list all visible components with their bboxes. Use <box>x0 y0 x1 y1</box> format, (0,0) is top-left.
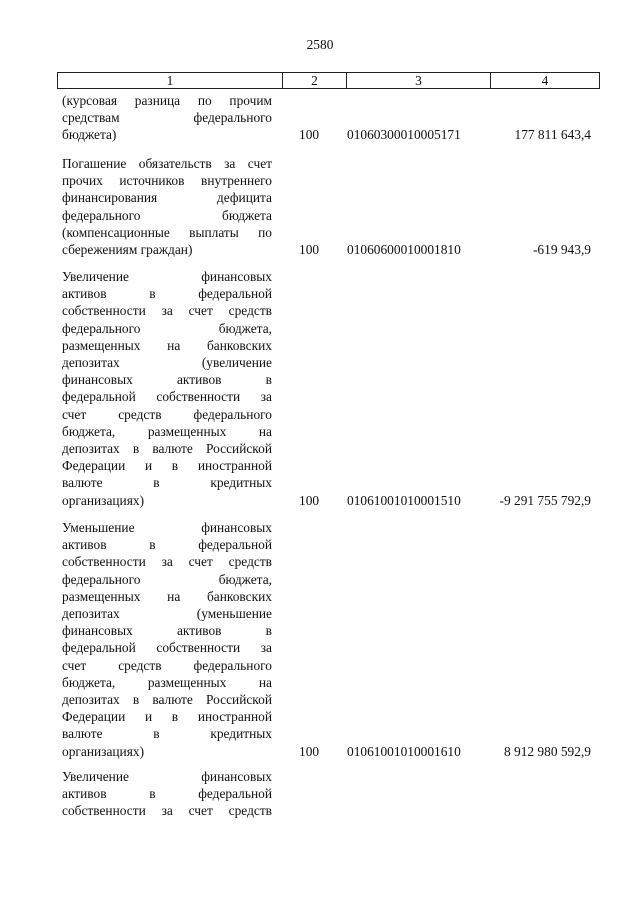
row-code: 100 <box>299 242 320 257</box>
description-line: валюте в кредитных <box>62 475 272 491</box>
description-line: федерального бюджета <box>62 207 272 223</box>
description-line: активов в федеральной <box>62 286 272 302</box>
description-line: бюджета, размещенных на <box>62 423 272 439</box>
description-line: счет средств федерального <box>62 657 272 673</box>
description-line: Федерации и в иностранной <box>62 709 272 725</box>
header-col-4: 4 <box>490 73 599 88</box>
description-line: депозитах (увеличение <box>62 355 272 371</box>
row-description <box>62 268 272 509</box>
header-col-2: 2 <box>282 73 346 88</box>
row-kbk: 01060600010001810 <box>347 242 461 257</box>
row-code: 100 <box>299 127 320 143</box>
description-line: Увеличение финансовых <box>62 269 272 284</box>
row-kbk: 01061001010001510 <box>347 492 461 508</box>
description-line: сбережениям граждан) <box>62 242 193 258</box>
description-line: Погашение обязательств за счет <box>62 156 272 171</box>
description-line: собственности за счет средств <box>62 554 272 570</box>
row-kbk: 01061001010001610 <box>347 743 461 759</box>
description-line: активов в федеральной <box>62 786 272 802</box>
description-line: (компенсационные выплаты по <box>62 224 272 240</box>
description-line: Увеличение финансовых <box>62 769 272 784</box>
description-line: федерального бюджета, <box>62 320 272 336</box>
description-line: депозитах в валюте Российской <box>62 441 272 457</box>
description-line: Уменьшение финансовых <box>62 520 272 535</box>
description-line: размещенных на банковских <box>62 588 272 604</box>
description-line: федеральной собственности за <box>62 389 272 405</box>
description-line: активов в федеральной <box>62 537 272 553</box>
row-kbk: 01060300010005171 <box>347 127 461 143</box>
row-amount: 177 811 643,4 <box>514 127 591 143</box>
row-description <box>62 519 272 760</box>
description-line: собственности за счет средств <box>62 303 272 319</box>
description-line: валюте в кредитных <box>62 726 272 742</box>
description-line: средствам федерального <box>62 110 272 126</box>
header-col-1: 1 <box>166 73 174 88</box>
description-line: размещенных на банковских <box>62 337 272 353</box>
description-line: депозитах (уменьшение <box>62 606 272 622</box>
description-line: федеральной собственности за <box>62 640 272 656</box>
description-line: счет средств федерального <box>62 406 272 422</box>
description-line: организациях) <box>62 743 145 759</box>
row-code: 100 <box>299 743 320 759</box>
description-line: бюджета) <box>62 127 117 143</box>
description-line: финансирования дефицита <box>62 190 272 206</box>
row-amount: -9 291 755 792,9 <box>499 492 591 508</box>
row-description <box>62 768 272 820</box>
description-line: федерального бюджета, <box>62 571 272 587</box>
description-line: финансовых активов в <box>62 372 272 388</box>
description-line: собственности за счет средств <box>62 803 272 819</box>
row-description <box>62 155 272 258</box>
table-header-row <box>57 72 600 89</box>
page-number: 2580 <box>306 37 334 52</box>
description-line: депозитах в валюте Российской <box>62 692 272 708</box>
description-line: прочих источников внутреннего <box>62 173 272 189</box>
row-description <box>62 92 272 144</box>
description-line: (курсовая разница по прочим <box>62 93 272 108</box>
description-line: финансовых активов в <box>62 623 272 639</box>
description-line: организациях) <box>62 492 145 508</box>
header-col-3: 3 <box>346 73 490 88</box>
description-line: бюджета, размещенных на <box>62 674 272 690</box>
description-line: Федерации и в иностранной <box>62 458 272 474</box>
row-code: 100 <box>299 492 320 508</box>
row-amount: 8 912 980 592,9 <box>503 743 591 759</box>
row-amount: -619 943,9 <box>532 242 591 257</box>
